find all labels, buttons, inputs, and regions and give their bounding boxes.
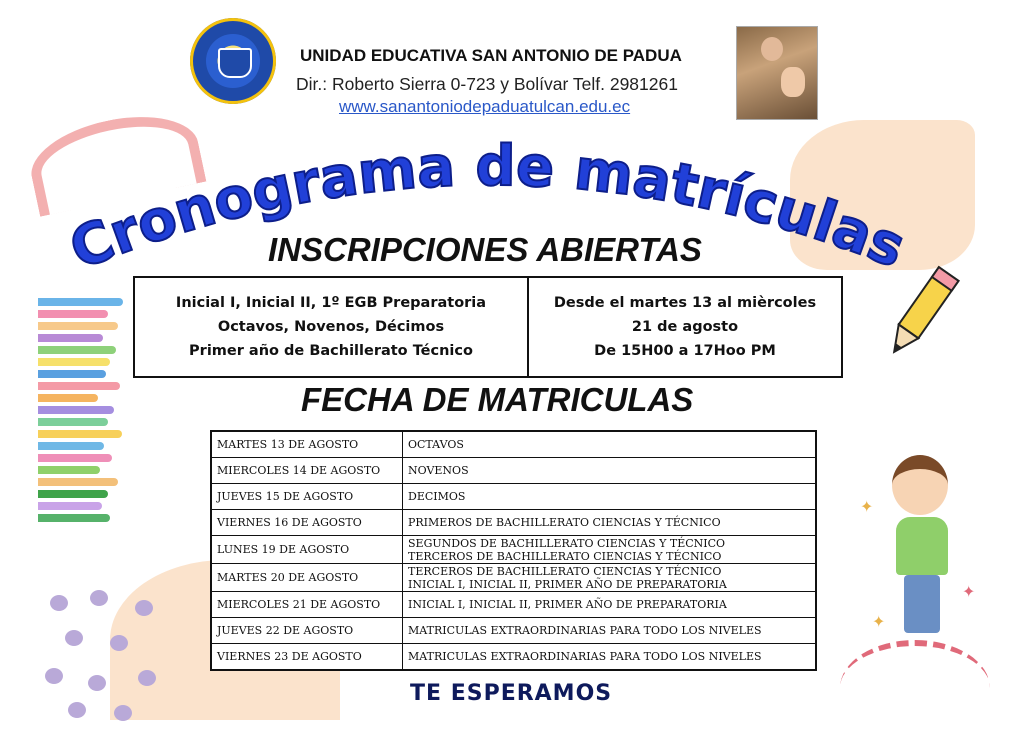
table-row (211, 458, 816, 484)
date-line: Desde el martes 13 al mièrcoles (553, 295, 817, 311)
level-cell: SEGUNDOS DE BACHILLERATO CIENCIAS Y TÉCNICO TERCEROS DE BACHILLERATO CIENCIAS Y TÉCNICO (403, 536, 817, 564)
footer-text: TE ESPERAMOS (410, 681, 613, 706)
fecha-heading: FECHA DE MATRICULAS (301, 381, 694, 418)
level-cell: MATRICULAS EXTRAORDINARIAS PARA TODO LOS NIVELES (403, 618, 817, 644)
level-line: Octavos, Novenos, Décimos (217, 319, 445, 335)
date-cell: MIERCOLES 21 DE AGOSTO (211, 592, 403, 618)
svg-text:Cronograma de matrículas: Cronograma de matrículas (61, 133, 914, 283)
date-cell: MARTES 13 DE AGOSTO (211, 431, 403, 458)
level-cell: MATRICULAS EXTRAORDINARIAS PARA TODO LOS NIVELES (403, 644, 817, 671)
date-cell: MARTES 20 DE AGOSTO (211, 564, 403, 592)
schedule-table (210, 430, 817, 671)
date-cell: LUNES 19 DE AGOSTO (211, 536, 403, 564)
dashed-arc-decoration (840, 640, 990, 736)
date-line: 21 de agosto (631, 319, 739, 335)
table-row (211, 484, 816, 510)
star-icon: ✦ (872, 612, 886, 631)
table-row (211, 431, 816, 458)
dots-decoration (40, 590, 170, 720)
table-row (211, 536, 816, 564)
star-icon: ✦ (962, 582, 976, 601)
level-cell: INICIAL I, INICIAL II, PRIMER AÑO DE PREPARATORIA (403, 592, 817, 618)
table-row (211, 618, 816, 644)
school-website-link[interactable]: www.sanantoniodepaduatulcan.edu.ec (339, 97, 631, 116)
star-icon: ✦ (860, 497, 874, 516)
date-cell: JUEVES 22 DE AGOSTO (211, 618, 403, 644)
table-row (211, 592, 816, 618)
table-row (211, 564, 816, 592)
inscripciones-box (133, 276, 843, 378)
date-cell: VIERNES 16 DE AGOSTO (211, 510, 403, 536)
date-cell: MIERCOLES 14 DE AGOSTO (211, 458, 403, 484)
dates-column (529, 278, 841, 376)
table-row (211, 510, 816, 536)
table-row (211, 644, 816, 671)
school-name: UNIDAD EDUCATIVA SAN ANTONIO DE PADUA (300, 46, 682, 65)
level-cell: OCTAVOS (403, 431, 817, 458)
saint-image (736, 26, 818, 120)
level-cell: DECIMOS (403, 484, 817, 510)
date-cell: JUEVES 15 DE AGOSTO (211, 484, 403, 510)
level-line: Inicial I, Inicial II, 1º EGB Preparatoria (175, 295, 487, 311)
level-cell: TERCEROS DE BACHILLERATO CIENCIAS Y TÉCNICO INICIAL I, INICIAL II, PRIMER AÑO DE PREPARATORIA (403, 564, 817, 592)
inscripciones-heading: INSCRIPCIONES ABIERTAS (268, 231, 702, 268)
school-logo (190, 18, 276, 104)
level-cell: NOVENOS (403, 458, 817, 484)
level-cell: PRIMEROS DE BACHILLERATO CIENCIAS Y TÉCNICO (403, 510, 817, 536)
level-line: Primer año de Bachillerato Técnico (189, 343, 473, 359)
student-boy-illustration (878, 455, 968, 640)
pencil-icon (880, 260, 960, 370)
date-cell: VIERNES 23 DE AGOSTO (211, 644, 403, 671)
date-line: De 15H00 a 17Hoo PM (594, 343, 776, 359)
school-address: Dir.: Roberto Sierra 0-723 y Bolívar Telf. 2981261 (296, 74, 678, 94)
levels-column (135, 278, 529, 376)
colored-pencils-decoration (38, 298, 128, 548)
